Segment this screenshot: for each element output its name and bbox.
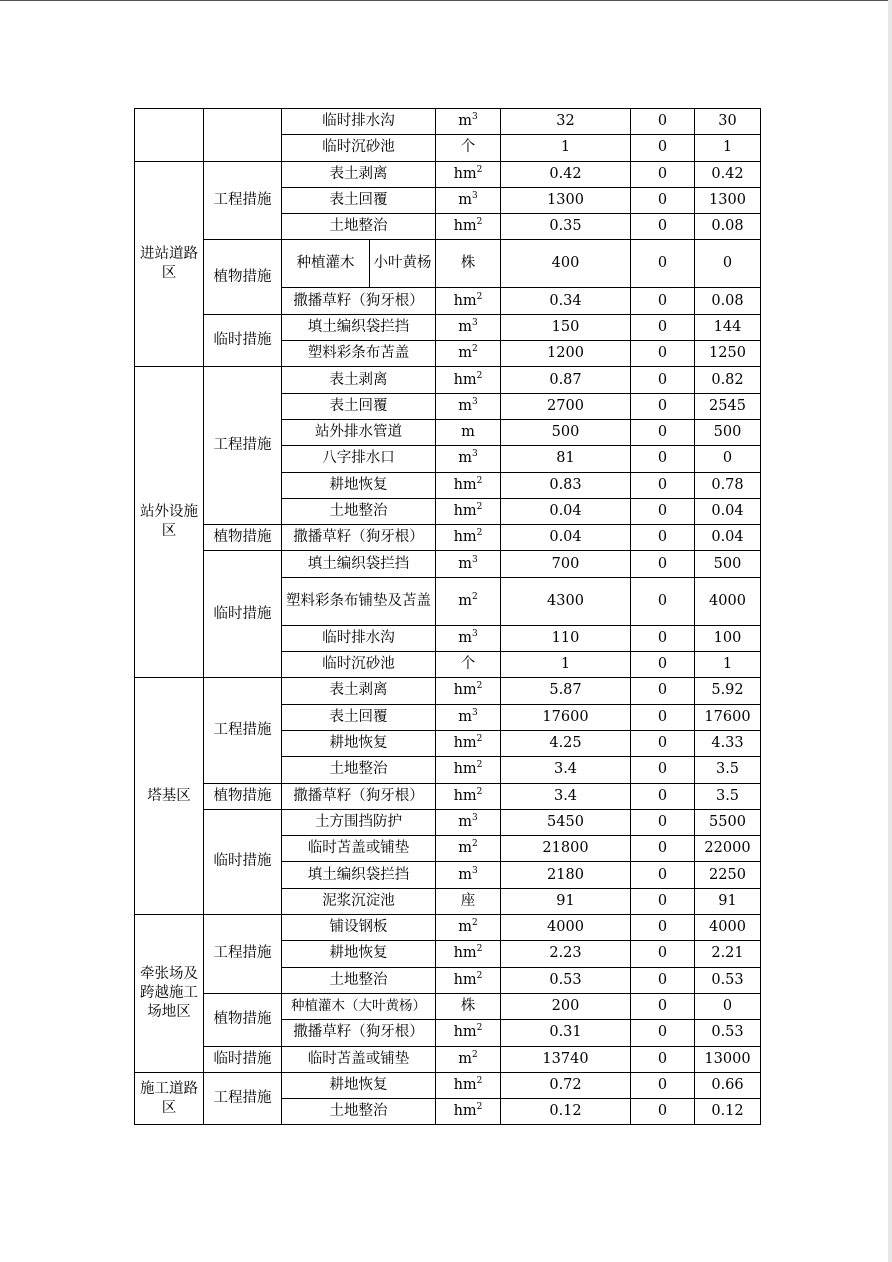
measure-cell: 临时排水沟 (282, 109, 436, 135)
measure-cell: 临时苫盖或铺垫 (282, 1046, 436, 1072)
actual-cell: 22000 (695, 836, 761, 862)
planned-cell: 0.31 (501, 1020, 631, 1046)
actual-cell: 17600 (695, 704, 761, 730)
measure-cell: 塑料彩条布铺垫及苫盖 (282, 577, 436, 625)
type-cell: 工程措施 (204, 1072, 282, 1125)
done-cell: 0 (631, 577, 695, 625)
actual-cell: 0.04 (695, 498, 761, 524)
actual-cell: 2.21 (695, 941, 761, 967)
actual-cell: 0 (695, 993, 761, 1019)
done-cell: 0 (631, 862, 695, 888)
unit-cell: $m^2$ (436, 1046, 501, 1072)
unit-cell: $hm^2$ (436, 1072, 501, 1098)
actual-cell: 0 (695, 240, 761, 288)
planned-cell: 4.25 (501, 730, 631, 756)
unit-cell: $m^2$ (436, 341, 501, 367)
unit-cell: $m^3$ (436, 109, 501, 135)
table-row (135, 314, 761, 340)
actual-cell: 0.42 (695, 161, 761, 187)
measure-cell: 耕地恢复 (282, 1072, 436, 1098)
actual-cell: 4000 (695, 915, 761, 941)
measure-cell: 八字排水口 (282, 446, 436, 472)
unit-cell: $hm^2$ (436, 498, 501, 524)
actual-cell: 144 (695, 314, 761, 340)
done-cell: 0 (631, 1020, 695, 1046)
zone-cell: 进站道路区 (135, 161, 204, 367)
actual-cell: 0.12 (695, 1099, 761, 1125)
done-cell: 0 (631, 809, 695, 835)
planned-cell: 400 (501, 240, 631, 288)
measure-cell: 种植灌木（大叶黄杨） (282, 993, 436, 1019)
unit-cell: $hm^2$ (436, 730, 501, 756)
planned-cell: 91 (501, 888, 631, 914)
planned-cell: 5.87 (501, 678, 631, 704)
zone-cell: 塔基区 (135, 678, 204, 915)
done-cell: 0 (631, 240, 695, 288)
actual-cell: 1300 (695, 187, 761, 213)
measure-cell: 临时沉砂池 (282, 652, 436, 678)
actual-cell: 0.82 (695, 367, 761, 393)
done-cell: 0 (631, 941, 695, 967)
actual-cell: 2250 (695, 862, 761, 888)
measure-cell: 种植灌木 (282, 240, 370, 288)
planned-cell: 2.23 (501, 941, 631, 967)
done-cell: 0 (631, 967, 695, 993)
done-cell: 0 (631, 551, 695, 577)
planned-cell: 2180 (501, 862, 631, 888)
measure-cell: 耕地恢复 (282, 730, 436, 756)
measure-cell: 撒播草籽（狗牙根） (282, 288, 436, 314)
unit-cell: 个 (436, 135, 501, 161)
actual-cell: 500 (695, 419, 761, 445)
unit-cell: 株 (436, 240, 501, 288)
unit-cell: $hm^2$ (436, 941, 501, 967)
done-cell: 0 (631, 367, 695, 393)
actual-cell: 4000 (695, 577, 761, 625)
unit-cell: 个 (436, 652, 501, 678)
planned-cell: 0.35 (501, 214, 631, 240)
unit-cell: $hm^2$ (436, 967, 501, 993)
unit-cell: $m^2$ (436, 577, 501, 625)
done-cell: 0 (631, 888, 695, 914)
unit-cell: $hm^2$ (436, 525, 501, 551)
planned-cell: 1200 (501, 341, 631, 367)
unit-cell: $hm^2$ (436, 288, 501, 314)
zone-cell: 站外设施区 (135, 367, 204, 678)
measure-cell: 表土回覆 (282, 187, 436, 213)
done-cell: 0 (631, 393, 695, 419)
actual-cell: 91 (695, 888, 761, 914)
actual-cell: 500 (695, 551, 761, 577)
planned-cell: 0.34 (501, 288, 631, 314)
measure-cell: 填土编织袋拦挡 (282, 314, 436, 340)
unit-cell: $hm^2$ (436, 783, 501, 809)
measure-cell: 临时沉砂池 (282, 135, 436, 161)
planned-cell: 0.53 (501, 967, 631, 993)
type-cell: 临时措施 (204, 1046, 282, 1072)
done-cell: 0 (631, 993, 695, 1019)
measure-sub-cell: 小叶黄杨 (370, 240, 436, 288)
planned-cell: 0.12 (501, 1099, 631, 1125)
unit-cell: $m^3$ (436, 187, 501, 213)
measure-cell: 土地整治 (282, 757, 436, 783)
done-cell: 0 (631, 314, 695, 340)
unit-cell: 座 (436, 888, 501, 914)
unit-cell: $m^3$ (436, 809, 501, 835)
unit-cell: $m^3$ (436, 551, 501, 577)
planned-cell: 21800 (501, 836, 631, 862)
unit-cell: $m^3$ (436, 625, 501, 651)
type-cell: 植物措施 (204, 525, 282, 551)
done-cell: 0 (631, 446, 695, 472)
unit-cell: m (436, 419, 501, 445)
table-row (135, 240, 761, 288)
planned-cell: 0.42 (501, 161, 631, 187)
planned-cell: 81 (501, 446, 631, 472)
type-cell (204, 109, 282, 162)
actual-cell: 1 (695, 135, 761, 161)
measure-cell: 站外排水管道 (282, 419, 436, 445)
measure-cell: 填土编织袋拦挡 (282, 862, 436, 888)
type-cell: 工程措施 (204, 161, 282, 240)
measure-cell: 表土回覆 (282, 393, 436, 419)
actual-cell: 1250 (695, 341, 761, 367)
done-cell: 0 (631, 730, 695, 756)
done-cell: 0 (631, 1099, 695, 1125)
done-cell: 0 (631, 472, 695, 498)
measure-cell: 土方围挡防护 (282, 809, 436, 835)
measure-cell: 表土剥离 (282, 161, 436, 187)
measure-cell: 表土剥离 (282, 367, 436, 393)
actual-cell: 0.08 (695, 288, 761, 314)
done-cell: 0 (631, 915, 695, 941)
planned-cell: 0.04 (501, 525, 631, 551)
planned-cell: 4000 (501, 915, 631, 941)
planned-cell: 3.4 (501, 757, 631, 783)
done-cell: 0 (631, 341, 695, 367)
type-cell: 临时措施 (204, 314, 282, 367)
actual-cell: 0.53 (695, 967, 761, 993)
done-cell: 0 (631, 757, 695, 783)
actual-cell: 1 (695, 652, 761, 678)
unit-cell: $hm^2$ (436, 472, 501, 498)
measure-cell: 土地整治 (282, 498, 436, 524)
measure-cell: 铺设钢板 (282, 915, 436, 941)
done-cell: 0 (631, 652, 695, 678)
table-row (135, 1072, 761, 1098)
done-cell: 0 (631, 525, 695, 551)
type-cell: 临时措施 (204, 809, 282, 914)
planned-cell: 150 (501, 314, 631, 340)
unit-cell: $m^2$ (436, 836, 501, 862)
table-row (135, 161, 761, 187)
table-row (135, 678, 761, 704)
done-cell: 0 (631, 288, 695, 314)
measure-cell: 表土剥离 (282, 678, 436, 704)
table-row (135, 367, 761, 393)
measure-cell: 填土编织袋拦挡 (282, 551, 436, 577)
planned-cell: 700 (501, 551, 631, 577)
measure-cell: 撒播草籽（狗牙根） (282, 783, 436, 809)
unit-cell: $hm^2$ (436, 678, 501, 704)
unit-cell: $m^3$ (436, 314, 501, 340)
measures-table (134, 108, 761, 1125)
type-cell: 植物措施 (204, 240, 282, 314)
planned-cell: 4300 (501, 577, 631, 625)
table-row (135, 915, 761, 941)
done-cell: 0 (631, 135, 695, 161)
measure-cell: 临时排水沟 (282, 625, 436, 651)
unit-cell: $m^3$ (436, 704, 501, 730)
measure-cell: 耕地恢复 (282, 941, 436, 967)
planned-cell: 0.83 (501, 472, 631, 498)
planned-cell: 1 (501, 652, 631, 678)
measure-cell: 泥浆沉淀池 (282, 888, 436, 914)
planned-cell: 1300 (501, 187, 631, 213)
measure-cell: 临时苫盖或铺垫 (282, 836, 436, 862)
actual-cell: 100 (695, 625, 761, 651)
page-top-border (0, 0, 892, 1)
actual-cell: 0.08 (695, 214, 761, 240)
measure-cell: 土地整治 (282, 214, 436, 240)
done-cell: 0 (631, 1046, 695, 1072)
unit-cell: $hm^2$ (436, 161, 501, 187)
table-row (135, 809, 761, 835)
actual-cell: 3.5 (695, 783, 761, 809)
planned-cell: 1 (501, 135, 631, 161)
actual-cell: 2545 (695, 393, 761, 419)
page-right-shadow (888, 0, 892, 1262)
type-cell: 工程措施 (204, 678, 282, 783)
measure-cell: 塑料彩条布苫盖 (282, 341, 436, 367)
measure-cell: 表土回覆 (282, 704, 436, 730)
actual-cell: 30 (695, 109, 761, 135)
unit-cell: 株 (436, 993, 501, 1019)
planned-cell: 500 (501, 419, 631, 445)
planned-cell: 13740 (501, 1046, 631, 1072)
zone-cell: 施工道路区 (135, 1072, 204, 1125)
planned-cell: 0.72 (501, 1072, 631, 1098)
measure-cell: 撒播草籽（狗牙根） (282, 1020, 436, 1046)
measure-cell: 撒播草籽（狗牙根） (282, 525, 436, 551)
done-cell: 0 (631, 704, 695, 730)
actual-cell: 0 (695, 446, 761, 472)
zone-cell (135, 109, 204, 162)
done-cell: 0 (631, 419, 695, 445)
planned-cell: 0.87 (501, 367, 631, 393)
unit-cell: $m^3$ (436, 862, 501, 888)
planned-cell: 0.04 (501, 498, 631, 524)
table-row (135, 783, 761, 809)
table-row (135, 993, 761, 1019)
table-row (135, 109, 761, 135)
measure-cell: 土地整治 (282, 1099, 436, 1125)
unit-cell: $hm^2$ (436, 367, 501, 393)
table-row (135, 525, 761, 551)
table-row (135, 551, 761, 577)
done-cell: 0 (631, 1072, 695, 1098)
done-cell: 0 (631, 214, 695, 240)
type-cell: 植物措施 (204, 993, 282, 1046)
planned-cell: 32 (501, 109, 631, 135)
unit-cell: $hm^2$ (436, 757, 501, 783)
zone-cell: 牵张场及跨越施工场地区 (135, 915, 204, 1073)
actual-cell: 0.04 (695, 525, 761, 551)
done-cell: 0 (631, 678, 695, 704)
planned-cell: 17600 (501, 704, 631, 730)
done-cell: 0 (631, 109, 695, 135)
actual-cell: 5.92 (695, 678, 761, 704)
planned-cell: 2700 (501, 393, 631, 419)
actual-cell: 13000 (695, 1046, 761, 1072)
unit-cell: $m^2$ (436, 915, 501, 941)
done-cell: 0 (631, 498, 695, 524)
actual-cell: 3.5 (695, 757, 761, 783)
unit-cell: $m^3$ (436, 393, 501, 419)
done-cell: 0 (631, 783, 695, 809)
unit-cell: $hm^2$ (436, 214, 501, 240)
planned-cell: 3.4 (501, 783, 631, 809)
measure-cell: 土地整治 (282, 967, 436, 993)
actual-cell: 0.78 (695, 472, 761, 498)
unit-cell: $hm^2$ (436, 1020, 501, 1046)
table-row (135, 1046, 761, 1072)
actual-cell: 5500 (695, 809, 761, 835)
type-cell: 植物措施 (204, 783, 282, 809)
measure-cell: 耕地恢复 (282, 472, 436, 498)
unit-cell: $hm^2$ (436, 1099, 501, 1125)
planned-cell: 5450 (501, 809, 631, 835)
done-cell: 0 (631, 187, 695, 213)
planned-cell: 200 (501, 993, 631, 1019)
actual-cell: 4.33 (695, 730, 761, 756)
done-cell: 0 (631, 625, 695, 651)
planned-cell: 110 (501, 625, 631, 651)
done-cell: 0 (631, 161, 695, 187)
done-cell: 0 (631, 836, 695, 862)
type-cell: 工程措施 (204, 915, 282, 994)
type-cell: 工程措施 (204, 367, 282, 525)
unit-cell: $m^3$ (436, 446, 501, 472)
actual-cell: 0.53 (695, 1020, 761, 1046)
actual-cell: 0.66 (695, 1072, 761, 1098)
type-cell: 临时措施 (204, 551, 282, 678)
